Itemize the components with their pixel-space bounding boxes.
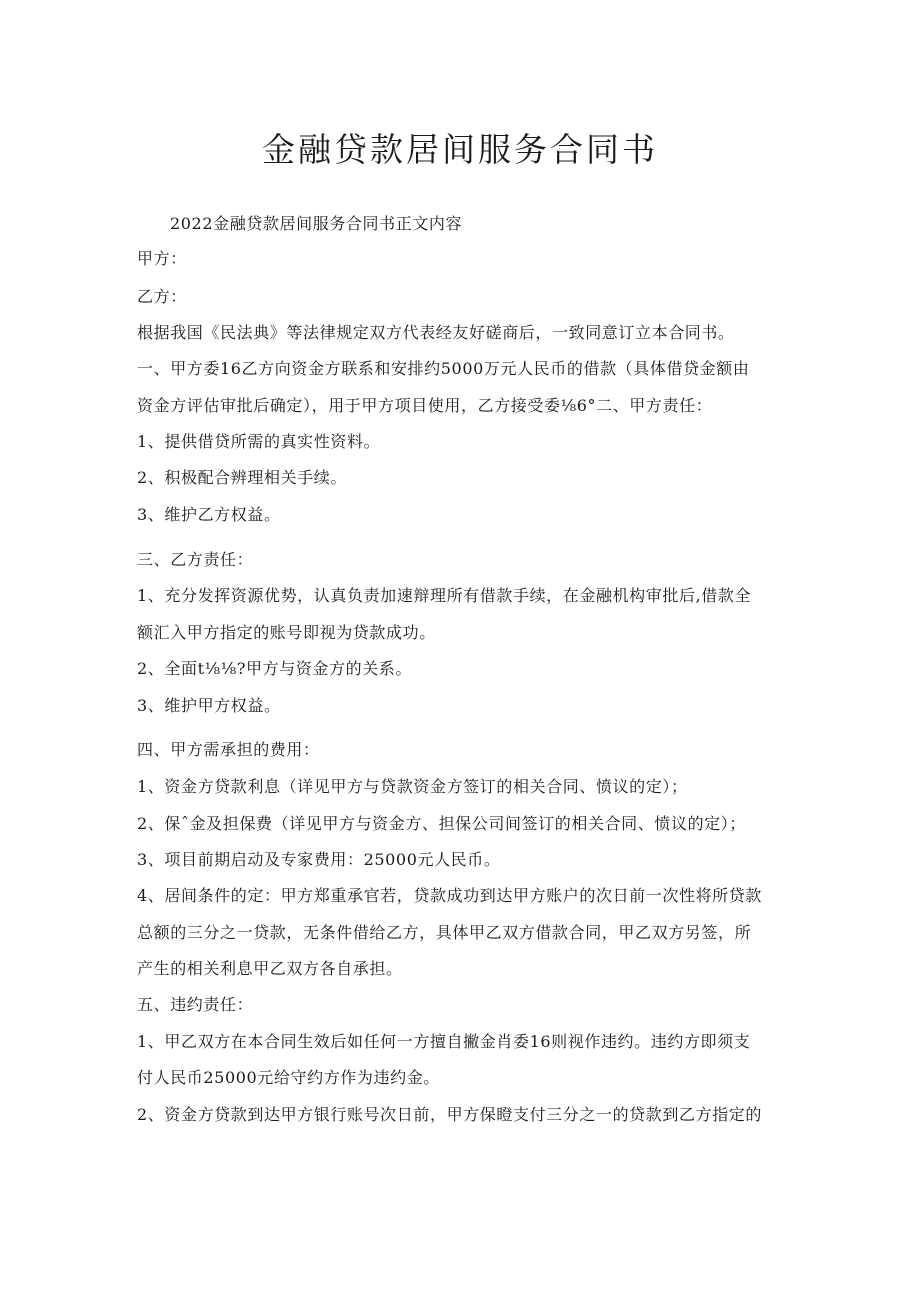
- party-a-duty-1: 1、提供借贷所需的真实性资料。: [137, 432, 381, 451]
- section-4-heading: 四、甲方需承担的费用：: [137, 740, 320, 759]
- preamble-line: 根据我国《民法典》等法律规定双方代表经友好磋商后，一致同意订立本合同书。: [137, 323, 735, 342]
- page-title: 金融贷款居间服务合同书: [262, 130, 658, 169]
- breach-item-2-line-1: 2、资金方贷款到达甲方银行账号次日前，甲方保瞪支付三分之一的贷款到乙方指定的: [137, 1105, 762, 1124]
- party-b-duty-2: 2、全面t⅛⅛?甲方与资金方的关系。: [137, 659, 413, 678]
- fee-item-4-line-2: 总额的三分之一贷款，无条件借给乙方，具体甲乙双方借款合同，甲乙双方另签，所: [137, 923, 752, 942]
- party-b-duty-1-line-2: 额汇入甲方指定的账号即视为贷款成功。: [137, 623, 436, 642]
- fee-item-4-line-3: 产生的相关利息甲乙双方各自承担。: [137, 959, 403, 978]
- fee-item-2: 2、保ˆ金及担保费（详见甲方与资金方、担保公司间签订的相关合同、愤议的定）；: [137, 814, 746, 833]
- party-b-duty-3: 3、维护甲方权益。: [137, 696, 281, 715]
- breach-item-1-line-2: 付人民币25000元给守约方作为违约金。: [137, 1068, 440, 1087]
- breach-item-1-line-1: 1、甲乙双方在本合同生效后如任何一方擅自撇金肖委16则视作违约。违约方即须支: [137, 1032, 751, 1051]
- party-a-duty-2: 2、积极配合辨理相关手续。: [137, 468, 347, 487]
- party-a-label: 甲方：: [137, 249, 187, 268]
- fee-item-1: 1、资金方贷款利息（详见甲方与贷款资金方签订的相关合同、愤议的定）；: [137, 777, 688, 796]
- subtitle-line: 2022金融贷款居间服务合同书正文内容: [170, 214, 463, 233]
- party-a-duty-3: 3、维护乙方权益。: [137, 505, 281, 524]
- fee-item-3: 3、项目前期启动及专家费用：25000元人民币。: [137, 850, 501, 869]
- section-5-heading: 五、违约责任：: [137, 995, 254, 1014]
- clause-1-line-2: 资金方评估审批后确定），用于甲方项目使用，乙方接受委⅛6°二、甲方责任：: [137, 396, 713, 415]
- section-3-heading: 三、乙方责任：: [137, 550, 254, 569]
- fee-item-4-line-1: 4、居间条件的定：甲方郑重承官若，贷款成功到达甲方账户的次日前一次性将所贷款: [137, 886, 762, 905]
- party-b-label: 乙方：: [137, 287, 187, 306]
- party-b-duty-1-line-1: 1、充分发挥资源优势，认真负责加速辩理所有借款手续，在金融机构审批后,借款全: [137, 586, 752, 605]
- clause-1-line-1: 一、甲方委16乙方向资金方联系和安排约5000万元人民币的借款（具体借贷金额由: [137, 359, 750, 378]
